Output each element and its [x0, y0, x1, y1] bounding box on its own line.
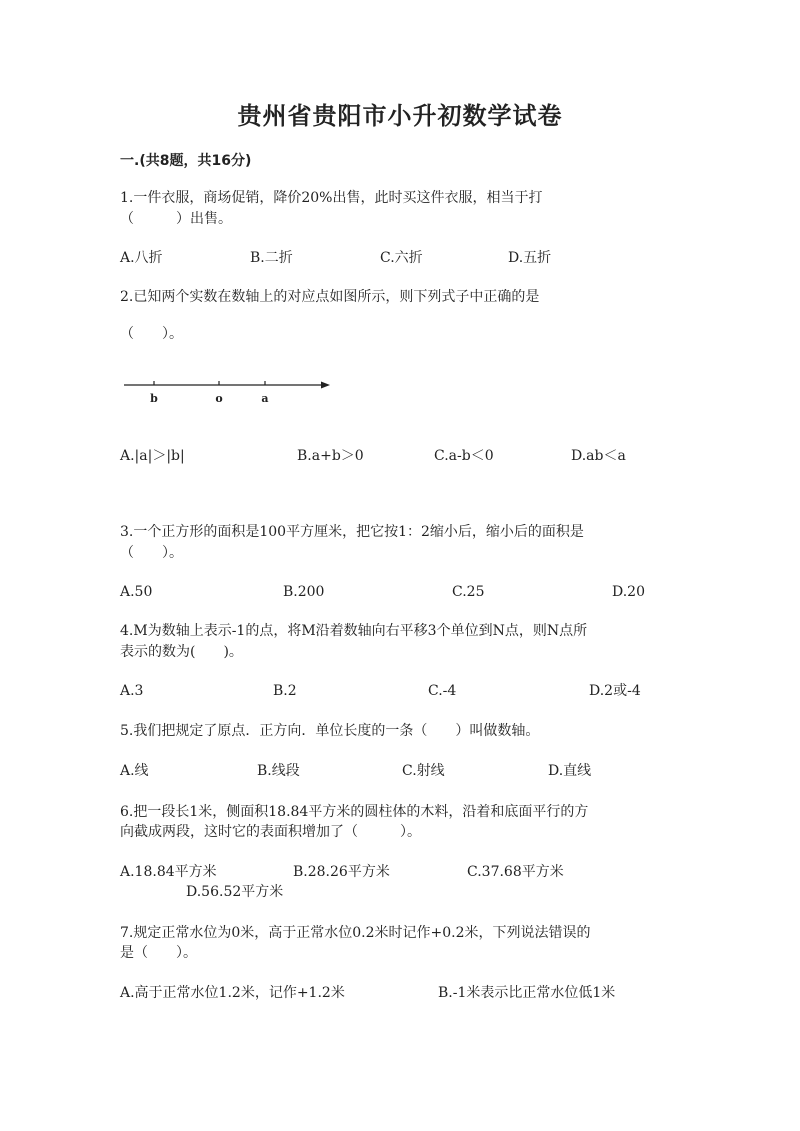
question-1-option-b: B.二折 — [250, 250, 293, 266]
question-6-option-a: A.18.84平方米 — [120, 864, 217, 880]
page-title: 贵州省贵阳市小升初数学试卷 — [237, 102, 563, 130]
question-7-line-2: 是（ ）。 — [120, 945, 197, 961]
question-2-option-d: D.ab＜a — [571, 448, 626, 464]
question-3-option-a: A.50 — [120, 584, 153, 600]
question-1-line-1: 1.一件衣服，商场促销，降价20%出售，此时买这件衣服，相当于打 — [120, 190, 543, 206]
question-3-option-c: C.25 — [452, 584, 485, 600]
question-7-line-1: 7.规定正常水位为0米，高于正常水位0.2米时记作+0.2米，下列说法错误的 — [120, 925, 591, 941]
question-2-option-c: C.a-b＜0 — [434, 448, 494, 464]
question-3-line-2: （ ）。 — [120, 545, 183, 561]
question-4-option-d: D.2或-4 — [589, 683, 641, 699]
question-6-option-b: B.28.26平方米 — [293, 864, 390, 880]
question-2-line-1: 2.已知两个实数在数轴上的对应点如图所示，则下列式子中正确的是 — [120, 289, 540, 305]
question-4-line-2: 表示的数为( )。 — [120, 644, 243, 660]
question-6-option-c: C.37.68平方米 — [467, 864, 564, 880]
question-5-option-c: C.射线 — [402, 763, 445, 779]
question-1-line-2: （ ）出售。 — [120, 211, 232, 227]
question-3-option-d: D.20 — [612, 584, 645, 600]
question-4-option-c: C.-4 — [428, 683, 457, 699]
section-heading: 一.(共8题，共16分) — [120, 153, 252, 169]
label-b: b — [150, 392, 158, 405]
question-5-option-a: A.线 — [120, 763, 149, 779]
number-line-arrow — [321, 382, 330, 389]
question-2-option-b: B.a+b＞0 — [297, 448, 364, 464]
question-2-line-2: （ ）。 — [120, 326, 183, 342]
question-4-line-1: 4.M为数轴上表示-1的点，将M沿着数轴向右平移3个单位到N点，则N点所 — [120, 623, 588, 639]
question-1-option-d: D.五折 — [508, 250, 552, 266]
question-5-line-1: 5.我们把规定了原点．正方向．单位长度的一条（ ）叫做数轴。 — [120, 723, 540, 739]
question-6-line-2: 向截成两段，这时它的表面积增加了（ ）。 — [120, 824, 421, 840]
question-7-option-a: A.高于正常水位1.2米，记作+1.2米 — [120, 985, 345, 1001]
question-1-option-a: A.八折 — [120, 250, 163, 266]
question-2-option-a: A.|a|＞|b| — [120, 448, 185, 464]
label-a: a — [261, 392, 269, 405]
question-6-line-1: 6.把一段长1米，侧面积18.84平方米的圆柱体的木料，沿着和底面平行的方 — [120, 804, 589, 820]
question-4-option-b: B.2 — [273, 683, 297, 699]
question-5-option-d: D.直线 — [548, 763, 592, 779]
label-o: o — [215, 392, 223, 405]
question-3-line-1: 3.一个正方形的面积是100平方厘米，把它按1：2缩小后，缩小后的面积是 — [120, 524, 584, 540]
question-4-option-a: A.3 — [120, 683, 144, 699]
question-6-option-d: D.56.52平方米 — [186, 884, 284, 900]
question-3-option-b: B.200 — [283, 584, 325, 600]
question-5-option-b: B.线段 — [257, 763, 300, 779]
question-1-option-c: C.六折 — [380, 250, 423, 266]
question-7-option-b: B.-1米表示比正常水位低1米 — [438, 985, 616, 1001]
number-line-figure — [120, 372, 340, 412]
